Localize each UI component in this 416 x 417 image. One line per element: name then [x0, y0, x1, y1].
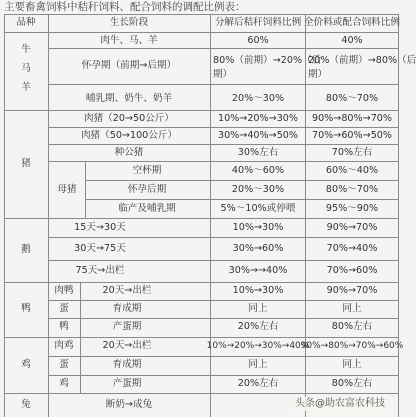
- rule: [305, 14, 306, 417]
- rule: [4, 218, 398, 219]
- compound-value: 80%左右: [331, 321, 373, 332]
- stage: 怀孕期（前期→后期）: [81, 60, 177, 71]
- header-compound: 全价料或配合饲料比例: [304, 17, 400, 28]
- subgroup-chicken-egg: 蛋: [59, 359, 69, 370]
- rule: [4, 32, 398, 33]
- header-stage: 生长阶段: [109, 17, 149, 28]
- compound-value: 80%～70%: [325, 184, 379, 195]
- header-straw: 分解后秸秆饲料比例: [214, 17, 302, 28]
- compound-value: 80%左右: [331, 378, 373, 389]
- subgroup-sow: 母猪: [57, 184, 77, 195]
- species-cattle-3: 羊: [21, 82, 31, 93]
- rule: [48, 356, 398, 357]
- rule: [85, 180, 398, 181]
- rule: [4, 14, 5, 417]
- species-chicken: 鸡: [21, 359, 31, 370]
- straw-value: 20%左右: [237, 378, 279, 389]
- subgroup-duck-egg: 蛋: [59, 303, 69, 314]
- compound-value: 80%～70%: [325, 93, 379, 104]
- straw-value: 30%→40%→50%: [217, 130, 299, 141]
- species-goose: 鹅: [21, 244, 31, 255]
- stage: 断奶→成兔: [105, 399, 153, 410]
- compound-value: 90%→80%→70%→60%: [300, 341, 404, 351]
- subgroup-chicken-meat: 肉鸡: [54, 340, 74, 351]
- stage: 临产及哺乳期: [118, 203, 176, 214]
- rule: [48, 260, 398, 261]
- species-cattle-1: 牛: [21, 44, 31, 55]
- straw-value: 10%→20%→30%→40%: [206, 341, 310, 351]
- stage: 20天→出栏: [102, 285, 152, 296]
- compound-value: 同上: [342, 359, 362, 370]
- stage: 肉猪（50→100公斤）: [80, 130, 178, 141]
- compound-value: 95%～90%: [325, 203, 379, 214]
- rule: [48, 161, 398, 162]
- compound-value: 20%（前期）→80%（后: [308, 55, 416, 66]
- rule: [48, 14, 49, 417]
- rule: [4, 110, 398, 111]
- straw-value: 10%→20%→30%: [217, 113, 299, 124]
- straw-value: 20%左右: [237, 321, 279, 332]
- rule: [398, 14, 399, 417]
- species-rabbit: 兔: [21, 399, 31, 410]
- compound-value-cont: 期）: [308, 69, 328, 80]
- stage: 育成期: [112, 303, 142, 314]
- compound-value: 60%～40%: [325, 165, 379, 176]
- rule: [48, 84, 398, 85]
- species-pig: 猪: [21, 158, 31, 169]
- rule: [4, 282, 398, 283]
- straw-value: 同上: [248, 359, 268, 370]
- compound-value: 40%: [341, 35, 363, 46]
- straw-value: 60%: [247, 35, 269, 46]
- rule: [48, 144, 398, 145]
- stage: 20天→出栏: [102, 340, 152, 351]
- rule: [4, 14, 398, 15]
- rule: [210, 14, 211, 417]
- table-caption: 主要畜禽饲料中秸秆饲料、配合饲料的调配比例表：: [4, 1, 246, 13]
- straw-value: 30%左右: [237, 147, 279, 158]
- subgroup-chicken-egg-2: 鸡: [59, 378, 69, 389]
- subgroup-duck-egg-2: 鸭: [59, 321, 69, 332]
- subgroup-duck-meat: 肉鸭: [54, 285, 74, 296]
- straw-value: 30%→→40%: [228, 265, 288, 276]
- rule: [48, 318, 398, 319]
- stage: 30天→75天: [74, 243, 126, 254]
- species-duck: 鸭: [21, 303, 31, 314]
- rule: [48, 237, 398, 238]
- stage: 肉牛、马、羊: [100, 35, 158, 46]
- rule: [48, 375, 398, 376]
- species-cattle-2: 马: [21, 63, 31, 74]
- compound-value: 同上: [342, 303, 362, 314]
- compound-value: 70%→60%: [326, 265, 378, 276]
- rule: [80, 337, 81, 393]
- stage: 空杯期: [132, 165, 162, 176]
- stage: 育成期: [112, 359, 142, 370]
- straw-value: 5%～10%或停喂: [220, 203, 296, 214]
- rule: [48, 300, 398, 301]
- compound-value: 70%→40%: [326, 243, 378, 254]
- straw-value: 同上: [248, 303, 268, 314]
- compound-value: 90%→70%: [326, 222, 378, 233]
- compound-value: 70%左右: [331, 147, 373, 158]
- stage: 产蛋期: [112, 378, 142, 389]
- straw-value: 10%→30%: [232, 222, 284, 233]
- rule: [80, 282, 81, 337]
- straw-value: 20%～30%: [231, 93, 285, 104]
- straw-value-cont: 期）: [213, 69, 233, 80]
- stage: 75天→出栏: [75, 265, 125, 276]
- stage: 哺乳期、奶牛、奶羊: [85, 93, 173, 104]
- compound-value: 90%→70%: [326, 285, 378, 296]
- stage: 种公猪: [114, 147, 144, 158]
- compound-value: 90%→80%→70%: [311, 113, 393, 124]
- rule: [48, 48, 398, 49]
- rule: [85, 199, 398, 200]
- straw-value: 80%（前期）→20%（后: [213, 55, 322, 66]
- stage: 怀孕后期: [127, 184, 167, 195]
- header-species: 品种: [16, 17, 36, 28]
- straw-value: 40%～60%: [231, 165, 285, 176]
- straw-value: 10%→30%: [232, 285, 284, 296]
- rule: [85, 161, 86, 218]
- rule: [48, 127, 398, 128]
- rule: [4, 393, 398, 394]
- watermark: 头条@助农富农科技: [295, 398, 385, 409]
- straw-value: 20%～30%: [231, 184, 285, 195]
- compound-value: 70%→60%→50%: [311, 130, 393, 141]
- straw-value: 30%→60%: [232, 243, 284, 254]
- stage: 肉猪（20→50公斤）: [83, 113, 175, 124]
- rule: [4, 337, 398, 338]
- stage: 产蛋期: [112, 321, 142, 332]
- stage: 15天→30天: [74, 222, 126, 233]
